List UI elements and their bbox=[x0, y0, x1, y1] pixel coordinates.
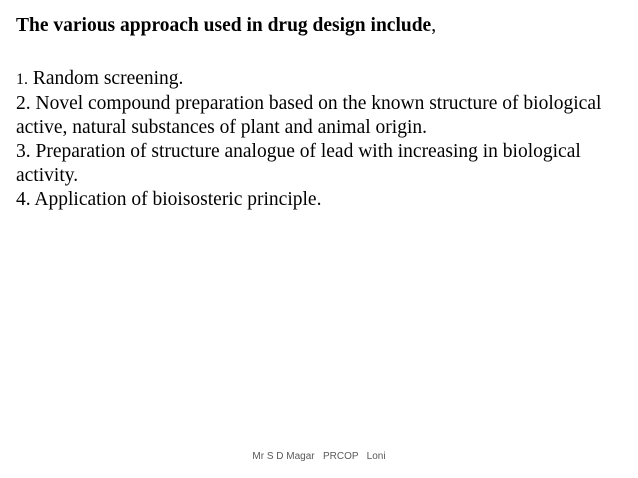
list-item-number: 3. bbox=[16, 141, 31, 162]
list-item-text: Preparation of structure analogue of lead with increasing in biological activity. bbox=[16, 141, 581, 186]
list-item-text: Novel compound preparation based on the known structure of biological active, natural substances of plant and animal origin. bbox=[16, 93, 602, 138]
list-item-text: Random screening. bbox=[28, 68, 184, 89]
list-item-2 bbox=[16, 92, 626, 140]
list-item-number: 4. bbox=[16, 189, 31, 210]
list-item-1 bbox=[16, 67, 626, 92]
slide-footer: Mr S D Magar PRCOP Loni bbox=[252, 451, 386, 462]
list-item-number: 1. bbox=[16, 71, 28, 88]
slide-heading-tail: , bbox=[431, 15, 437, 36]
list-item-number: 2. bbox=[16, 93, 31, 114]
slide-content bbox=[16, 13, 626, 212]
list-item-3 bbox=[16, 140, 626, 188]
list-item-4 bbox=[16, 188, 626, 212]
list-item-text: Application of bioisosteric principle. bbox=[30, 189, 322, 210]
slide-heading-bold: The various approach used in drug design include bbox=[16, 15, 432, 36]
slide-heading bbox=[16, 13, 626, 39]
